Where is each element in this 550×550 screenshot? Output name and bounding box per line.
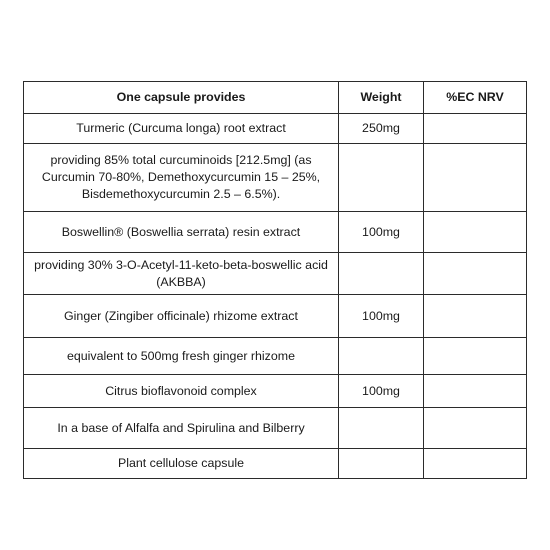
nrv-cell [424, 144, 527, 212]
header-ingredient: One capsule provides [24, 82, 339, 114]
ingredient-cell: Citrus bioflavonoid complex [24, 375, 339, 408]
header-nrv: %EC NRV [424, 82, 527, 114]
table-row [24, 408, 527, 449]
nrv-cell [424, 449, 527, 479]
ingredient-cell: Turmeric (Curcuma longa) root extract [24, 114, 339, 144]
weight-cell [339, 449, 424, 479]
nrv-cell [424, 375, 527, 408]
nrv-cell [424, 295, 527, 338]
nrv-cell [424, 114, 527, 144]
weight-cell: 100mg [339, 295, 424, 338]
weight-cell [339, 144, 424, 212]
table-header-row [24, 82, 527, 114]
ingredient-cell: providing 30% 3-O-Acetyl-11-keto-beta-boswellic acid (AKBBA) [24, 253, 339, 295]
weight-cell: 100mg [339, 375, 424, 408]
supplement-facts-table [23, 81, 527, 479]
table-row [24, 338, 527, 375]
ingredient-cell: Ginger (Zingiber officinale) rhizome extract [24, 295, 339, 338]
nrv-cell [424, 408, 527, 449]
table-row [24, 253, 527, 295]
weight-cell [339, 408, 424, 449]
nrv-cell [424, 253, 527, 295]
weight-cell [339, 338, 424, 375]
weight-cell: 250mg [339, 114, 424, 144]
weight-cell [339, 253, 424, 295]
nrv-cell [424, 212, 527, 253]
table-row [24, 449, 527, 479]
table-row [24, 114, 527, 144]
table-row [24, 144, 527, 212]
nrv-cell [424, 338, 527, 375]
ingredient-cell: Boswellin® (Boswellia serrata) resin extract [24, 212, 339, 253]
ingredient-cell: equivalent to 500mg fresh ginger rhizome [24, 338, 339, 375]
ingredient-cell: providing 85% total curcuminoids [212.5mg] (as Curcumin 70-80%, Demethoxycurcumin 15 – 25%, Bisdemethoxycurcumin 2.5 – 6.5%). [24, 144, 339, 212]
header-weight: Weight [339, 82, 424, 114]
table-row [24, 375, 527, 408]
weight-cell: 100mg [339, 212, 424, 253]
table-row [24, 212, 527, 253]
table-row [24, 295, 527, 338]
ingredient-cell: Plant cellulose capsule [24, 449, 339, 479]
ingredient-cell: In a base of Alfalfa and Spirulina and Bilberry [24, 408, 339, 449]
